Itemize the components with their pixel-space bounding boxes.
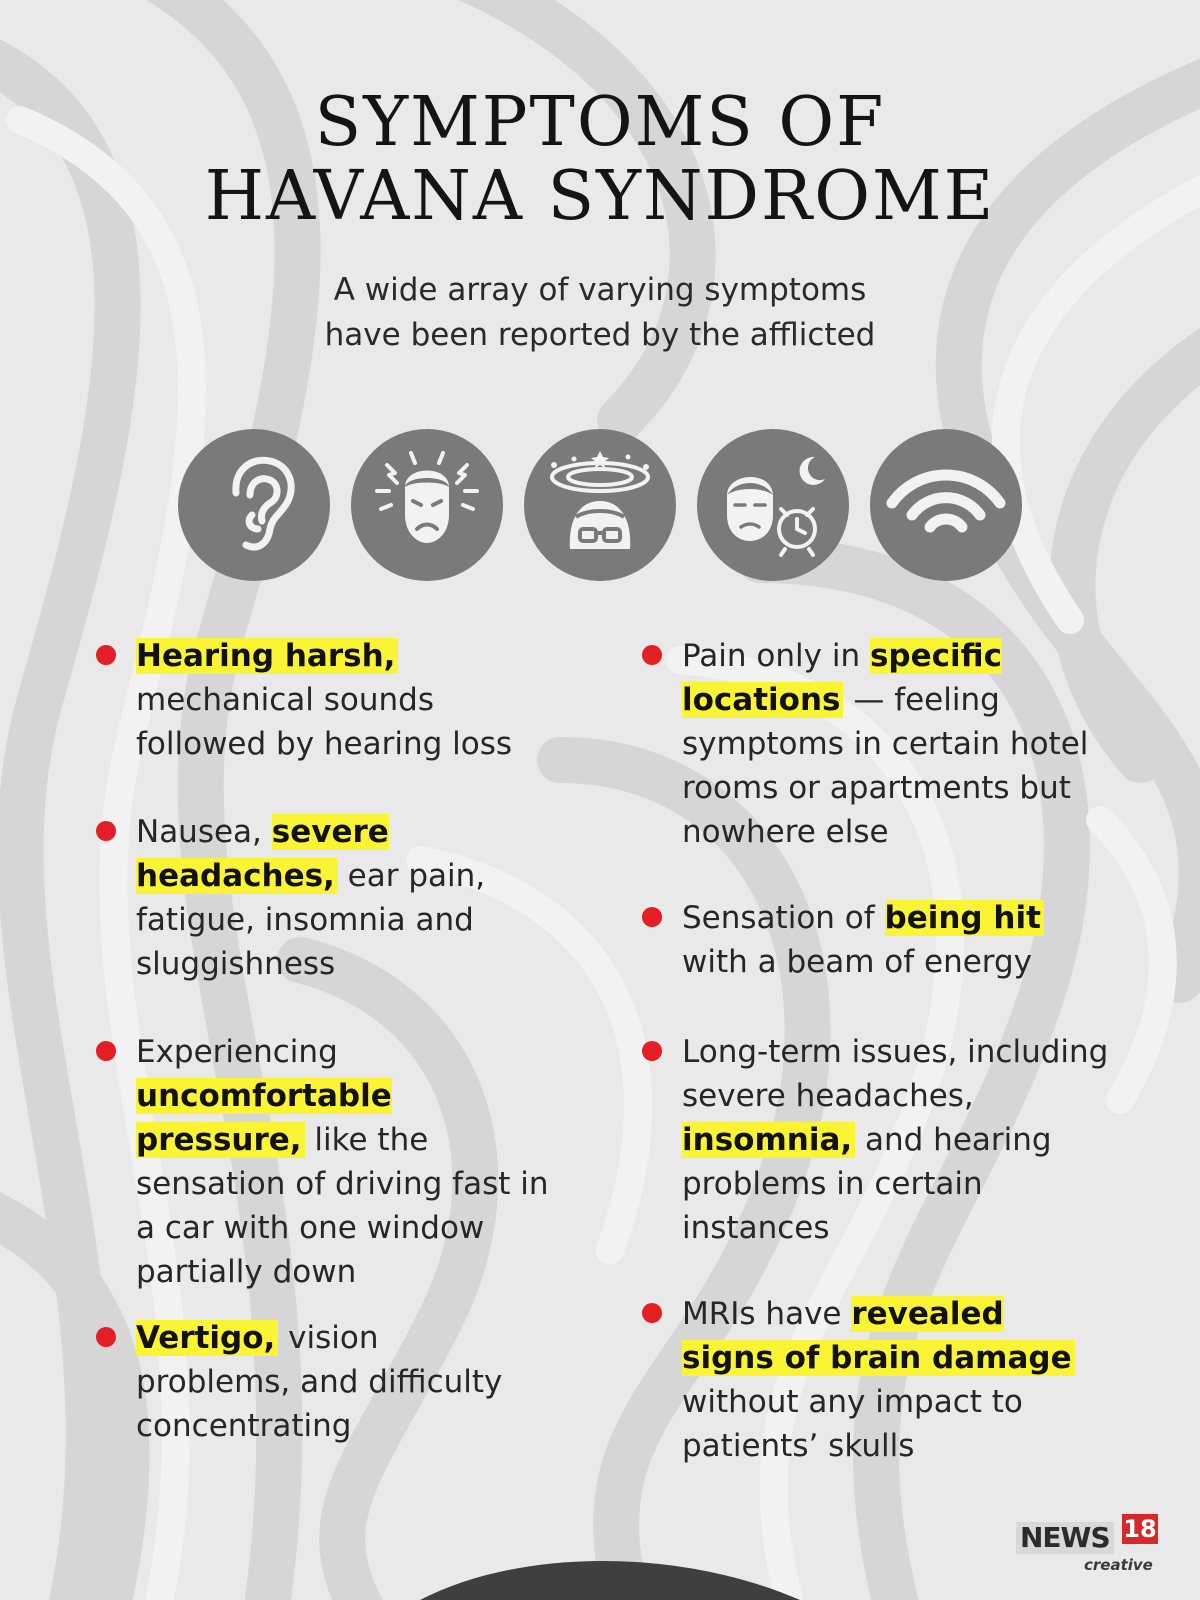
bullet-dot [642,1303,662,1323]
item-text: mechanical sounds followed by hearing loss [136,682,513,762]
subtitle-line-1: A wide array of varying symptoms [333,272,867,308]
bullet-dot [96,1041,116,1061]
page-title [0,83,1200,236]
list-item [96,634,556,766]
highlight-text: insomnia, [682,1122,855,1158]
headache-icon [351,429,503,581]
logo-number-badge: 18 [1123,1515,1157,1543]
list-item [642,1030,1112,1250]
bullet-dot [96,1327,116,1347]
item-text: and hearing problems in certain instances [682,1122,1052,1246]
item-text: — feeling symptoms in certain hotel rooms or apartments but nowhere else [682,682,1089,850]
item-text: Experiencing [136,1034,338,1070]
highlight-text: revealed signs of brain damage [682,1296,1075,1376]
bullet-dot [96,821,116,841]
subtitle-line-2: have been reported by the afflicted [324,317,876,353]
symptom-icons-row [178,429,1022,581]
item-text: Sensation of [682,900,885,936]
highlight-text: severe headaches, [136,814,389,894]
item-text: MRIs have [682,1296,852,1332]
bullet-dot [642,907,662,927]
subtitle [250,268,950,358]
item-text: without any impact to patients’ skulls [682,1384,1023,1464]
bullet-dot [642,645,662,665]
list-item [642,1292,1102,1468]
highlight-text: uncomfortable pressure, [136,1078,392,1158]
bullet-dot [96,645,116,665]
highlight-text: Vertigo, [136,1320,278,1356]
ear-icon [178,429,330,581]
bullet-dot [642,1041,662,1061]
highlight-text: being hit [885,900,1044,936]
item-text: with a beam of energy [682,944,1033,980]
logo-tagline: creative [1084,1556,1153,1574]
list-item [96,1030,566,1294]
title-line-1: SYMPTOMS OF [314,83,886,162]
insomnia-icon [697,429,849,581]
list-item [642,634,1122,854]
logo-news-text: NEWS [1016,1522,1114,1554]
item-text: Nausea, [136,814,272,850]
news18-creative-logo [1016,1512,1160,1572]
highlight-text: specific locations [682,638,1002,718]
item-text: vision problems, and difficulty concentrating [136,1320,503,1444]
item-text: like the sensation of driving fast in a car with one window partially down [136,1122,549,1290]
list-item [96,810,516,986]
title-line-2: HAVANA SYNDROME [204,157,996,236]
item-text: Pain only in [682,638,870,674]
list-item [642,896,1122,984]
highlight-text: Hearing harsh, [136,638,398,674]
list-item [96,1316,536,1448]
item-text: Long-term issues, including severe headaches, [682,1034,1109,1114]
signal-waves-icon [870,429,1022,581]
item-text: ear pain, fatigue, insomnia and sluggishness [136,858,486,982]
dizziness-icon [524,429,676,581]
